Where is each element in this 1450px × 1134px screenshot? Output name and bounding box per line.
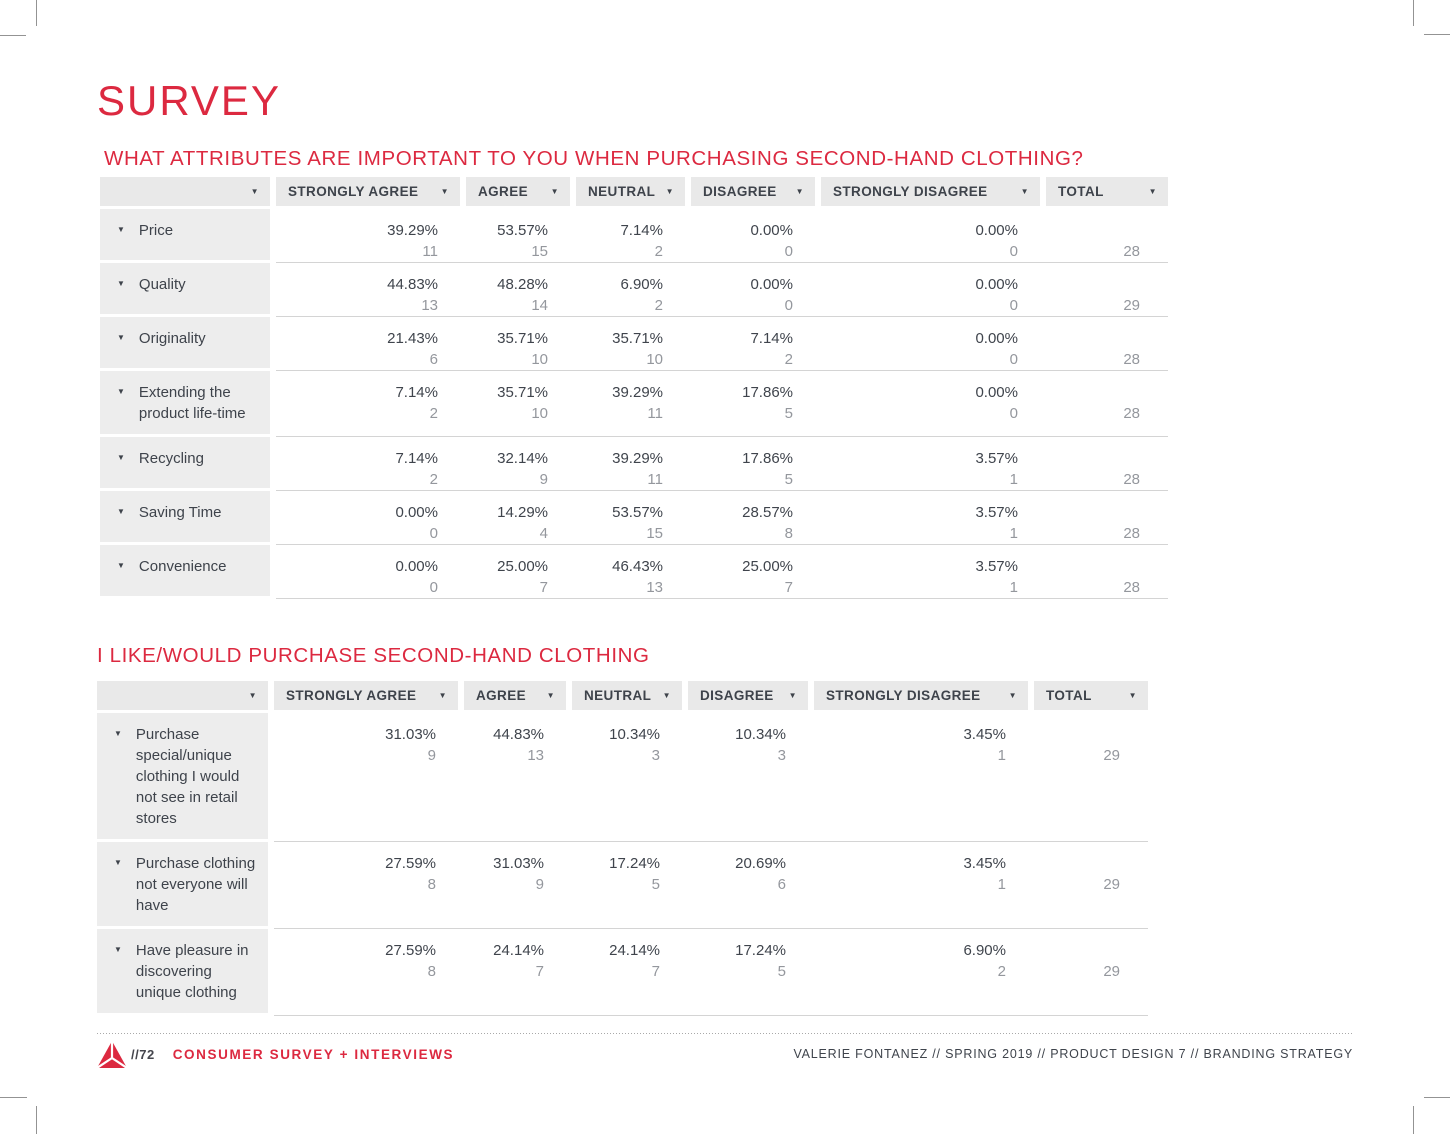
respondent-count: 1 <box>997 876 1006 893</box>
respondent-count: 8 <box>784 525 793 542</box>
answer-cell <box>466 328 570 370</box>
table-row <box>100 263 1168 317</box>
percent-value: 35.71% <box>612 330 663 347</box>
row-label-cell <box>100 545 270 596</box>
respondent-count: 0 <box>1009 297 1018 314</box>
respondent-count: 1 <box>1009 525 1018 542</box>
row-dropdown-arrow-icon[interactable]: ▼ <box>117 279 125 288</box>
question-heading-attributes: WHAT ATTRIBUTES ARE IMPORTANT TO YOU WHEN PURCHASING SECOND-HAND CLOTHING? <box>104 147 1084 170</box>
respondent-count: 0 <box>429 579 438 596</box>
row-label-cell <box>100 491 270 542</box>
respondent-count: 11 <box>422 243 438 260</box>
column-header-label: STRONGLY DISAGREE <box>833 184 988 199</box>
row-data <box>276 317 1168 371</box>
percent-value: 7.14% <box>620 222 663 239</box>
respondent-count: 3 <box>777 747 786 764</box>
survey-results-table-attributes <box>100 177 1168 599</box>
answer-cell <box>466 382 570 436</box>
respondent-count: 10 <box>646 351 663 368</box>
answer-cell <box>688 724 808 841</box>
respondent-count: 15 <box>531 243 548 260</box>
crop-mark <box>1413 1106 1414 1134</box>
answer-cell <box>572 940 682 1015</box>
answer-cell <box>691 448 815 490</box>
row-dropdown-arrow-icon[interactable]: ▼ <box>117 453 125 462</box>
table-row <box>100 545 1168 599</box>
percent-value: 6.90% <box>620 276 663 293</box>
percent-value: 25.00% <box>742 558 793 575</box>
question-heading-purchase: I LIKE/WOULD PURCHASE SECOND-HAND CLOTHING <box>97 644 650 667</box>
respondent-count: 0 <box>784 297 793 314</box>
answer-cell <box>466 448 570 490</box>
respondent-count: 0 <box>429 525 438 542</box>
percent-value: 44.83% <box>387 276 438 293</box>
column-header-label: DISAGREE <box>700 688 774 703</box>
sort-dropdown-arrow-icon[interactable]: ▼ <box>440 186 449 196</box>
percent-value: 3.45% <box>963 855 1006 872</box>
column-header-label: AGREE <box>478 184 529 199</box>
respondent-count: 2 <box>654 297 663 314</box>
table-body <box>100 209 1168 599</box>
percent-value: 53.57% <box>497 222 548 239</box>
respondent-count: 15 <box>646 525 663 542</box>
answer-cell <box>814 724 1028 841</box>
percent-value: 28.57% <box>742 504 793 521</box>
row-label-cell <box>97 713 268 839</box>
percent-value: 0.00% <box>395 558 438 575</box>
row-label: Extending the product life-time <box>138 384 246 422</box>
percent-value: 39.29% <box>612 384 663 401</box>
percent-value: 48.28% <box>497 276 548 293</box>
sort-dropdown-arrow-icon[interactable]: ▼ <box>1128 690 1137 700</box>
row-label: Purchase special/unique clothing I would not see in retail stores <box>135 726 240 827</box>
crop-mark <box>0 35 26 36</box>
total-cell <box>1046 556 1168 598</box>
respondent-count: 9 <box>539 471 548 488</box>
row-label: Originality <box>138 330 206 347</box>
answer-cell <box>688 853 808 928</box>
answer-cell <box>276 556 460 598</box>
total-cell <box>1046 448 1168 490</box>
answer-cell <box>691 274 815 316</box>
percent-value: 0.00% <box>750 276 793 293</box>
answer-cell <box>576 274 685 316</box>
respondent-count: 8 <box>427 876 436 893</box>
respondent-count: 5 <box>784 471 793 488</box>
total-cell <box>1034 724 1148 841</box>
answer-cell <box>576 502 685 544</box>
respondent-count: 13 <box>646 579 663 596</box>
answer-cell <box>276 328 460 370</box>
respondent-count: 2 <box>997 963 1006 980</box>
survey-results-table-purchase <box>97 681 1148 1016</box>
column-header-neutral[interactable] <box>576 177 685 206</box>
answer-cell <box>576 556 685 598</box>
column-header-neutral[interactable] <box>572 681 682 710</box>
answer-cell <box>814 853 1028 928</box>
percent-value: 20.69% <box>735 855 786 872</box>
sort-dropdown-arrow-icon[interactable]: ▼ <box>250 186 259 196</box>
respondent-count: 14 <box>531 297 548 314</box>
percent-value: 0.00% <box>975 222 1018 239</box>
answer-cell <box>466 274 570 316</box>
percent-value: 24.14% <box>493 942 544 959</box>
percent-value: 0.00% <box>395 504 438 521</box>
total-cell <box>1046 382 1168 436</box>
percent-value: 31.03% <box>493 855 544 872</box>
column-header-total[interactable] <box>1034 681 1148 710</box>
sort-dropdown-arrow-icon[interactable]: ▼ <box>248 690 257 700</box>
respondent-count: 3 <box>651 747 660 764</box>
answer-cell <box>821 556 1040 598</box>
percent-value: 24.14% <box>609 942 660 959</box>
percent-value: 7.14% <box>395 450 438 467</box>
row-data <box>274 842 1148 929</box>
row-data <box>276 437 1168 491</box>
column-header-strongly-disagree[interactable] <box>821 177 1040 206</box>
total-cell <box>1034 853 1148 928</box>
row-label: Price <box>138 222 174 239</box>
row-label: Have pleasure in discovering unique clothing <box>135 942 249 1001</box>
table-row <box>97 842 1148 929</box>
percent-value: 32.14% <box>497 450 548 467</box>
row-data <box>276 545 1168 599</box>
page-title: SURVEY <box>97 77 281 124</box>
answer-cell <box>466 502 570 544</box>
percent-value: 27.59% <box>385 855 436 872</box>
respondent-count: 1 <box>1009 471 1018 488</box>
respondent-count: 10 <box>531 405 548 422</box>
total-cell <box>1046 502 1168 544</box>
footer-left <box>97 1041 454 1068</box>
crop-mark <box>1413 0 1414 26</box>
answer-cell <box>821 274 1040 316</box>
percent-value: 27.59% <box>385 942 436 959</box>
respondent-count: 0 <box>1009 243 1018 260</box>
respondent-count: 13 <box>527 747 544 764</box>
respondent-count: 5 <box>651 876 660 893</box>
total-cell <box>1046 328 1168 370</box>
total-value: 28 <box>1123 471 1140 488</box>
percent-value: 6.90% <box>963 942 1006 959</box>
footer-divider <box>97 1033 1353 1035</box>
row-label-cell <box>97 929 268 1013</box>
row-data <box>276 491 1168 545</box>
total-cell <box>1034 940 1148 1015</box>
respondent-count: 6 <box>777 876 786 893</box>
answer-cell <box>572 724 682 841</box>
percent-value: 3.57% <box>975 558 1018 575</box>
column-header-agree[interactable] <box>464 681 566 710</box>
percent-value: 35.71% <box>497 384 548 401</box>
table-row <box>100 371 1168 437</box>
row-dropdown-arrow-icon[interactable]: ▼ <box>114 945 122 954</box>
page-number: //72 <box>131 1046 155 1062</box>
row-dropdown-arrow-icon[interactable]: ▼ <box>117 561 125 570</box>
column-header-label: STRONGLY DISAGREE <box>826 688 981 703</box>
row-label-cell <box>100 437 270 488</box>
respondent-count: 0 <box>1009 405 1018 422</box>
column-header-strongly-agree[interactable] <box>274 681 458 710</box>
percent-value: 21.43% <box>387 330 438 347</box>
percent-value: 17.24% <box>735 942 786 959</box>
answer-cell <box>814 940 1028 1015</box>
answer-cell <box>691 556 815 598</box>
column-header-rows[interactable] <box>100 177 270 206</box>
row-data <box>276 371 1168 437</box>
column-header-disagree[interactable] <box>688 681 808 710</box>
table-row <box>100 209 1168 263</box>
answer-cell <box>576 382 685 436</box>
answer-cell <box>466 220 570 262</box>
percent-value: 0.00% <box>975 330 1018 347</box>
percent-value: 25.00% <box>497 558 548 575</box>
percent-value: 17.86% <box>742 450 793 467</box>
answer-cell <box>464 940 566 1015</box>
total-value: 29 <box>1103 963 1120 980</box>
row-dropdown-arrow-icon[interactable]: ▼ <box>117 507 125 516</box>
answer-cell <box>576 448 685 490</box>
column-header-label: DISAGREE <box>703 184 777 199</box>
sort-dropdown-arrow-icon[interactable]: ▼ <box>550 186 559 196</box>
percent-value: 10.34% <box>735 726 786 743</box>
answer-cell <box>691 220 815 262</box>
table-row <box>100 437 1168 491</box>
answer-cell <box>464 853 566 928</box>
answer-cell <box>274 940 458 1015</box>
row-label-cell <box>100 371 270 434</box>
answer-cell <box>572 853 682 928</box>
answer-cell <box>276 220 460 262</box>
respondent-count: 4 <box>539 525 548 542</box>
row-label: Saving Time <box>138 504 222 521</box>
column-header-total[interactable] <box>1046 177 1168 206</box>
percent-value: 3.45% <box>963 726 1006 743</box>
column-header-label: STRONGLY AGREE <box>288 184 419 199</box>
total-value: 29 <box>1103 876 1120 893</box>
respondent-count: 9 <box>535 876 544 893</box>
answer-cell <box>691 328 815 370</box>
answer-cell <box>276 502 460 544</box>
answer-cell <box>688 940 808 1015</box>
column-header-label: NEUTRAL <box>588 184 656 199</box>
row-label: Recycling <box>138 450 204 467</box>
column-header-disagree[interactable] <box>691 177 815 206</box>
triangle-logo-icon <box>97 1041 127 1068</box>
row-label: Purchase clothing not everyone will have <box>135 855 256 914</box>
respondent-count: 2 <box>784 351 793 368</box>
percent-value: 0.00% <box>975 276 1018 293</box>
column-header-label: TOTAL <box>1058 184 1104 199</box>
respondent-count: 5 <box>777 963 786 980</box>
row-label-cell <box>97 842 268 926</box>
answer-cell <box>276 448 460 490</box>
sort-dropdown-arrow-icon[interactable]: ▼ <box>1020 186 1029 196</box>
respondent-count: 10 <box>531 351 548 368</box>
total-cell <box>1046 220 1168 262</box>
respondent-count: 1 <box>997 747 1006 764</box>
percent-value: 53.57% <box>612 504 663 521</box>
percent-value: 46.43% <box>612 558 663 575</box>
total-value: 28 <box>1123 525 1140 542</box>
answer-cell <box>576 220 685 262</box>
total-value: 29 <box>1123 297 1140 314</box>
respondent-count: 6 <box>429 351 438 368</box>
footer-credit: VALERIE FONTANEZ // SPRING 2019 // PRODUCT DESIGN 7 // BRANDING STRATEGY <box>793 1047 1353 1061</box>
respondent-count: 0 <box>784 243 793 260</box>
table-header-row <box>97 681 1148 710</box>
footer <box>97 1038 1353 1070</box>
column-header-agree[interactable] <box>466 177 570 206</box>
respondent-count: 11 <box>647 405 663 422</box>
table-row <box>97 929 1148 1016</box>
total-value: 28 <box>1123 579 1140 596</box>
answer-cell <box>276 274 460 316</box>
answer-cell <box>821 448 1040 490</box>
sort-dropdown-arrow-icon[interactable]: ▼ <box>1008 690 1017 700</box>
answer-cell <box>274 853 458 928</box>
sort-dropdown-arrow-icon[interactable]: ▼ <box>438 690 447 700</box>
answer-cell <box>821 502 1040 544</box>
row-label-cell <box>100 317 270 368</box>
sort-dropdown-arrow-icon[interactable]: ▼ <box>546 690 555 700</box>
answer-cell <box>821 328 1040 370</box>
respondent-count: 2 <box>429 471 438 488</box>
percent-value: 31.03% <box>385 726 436 743</box>
percent-value: 7.14% <box>395 384 438 401</box>
total-value: 28 <box>1123 405 1140 422</box>
column-header-strongly-agree[interactable] <box>276 177 460 206</box>
row-data <box>274 929 1148 1016</box>
row-label: Quality <box>138 276 186 293</box>
column-header-label: AGREE <box>476 688 527 703</box>
crop-mark <box>36 0 37 26</box>
answer-cell <box>691 382 815 436</box>
crop-mark <box>1424 34 1450 35</box>
table-row <box>100 317 1168 371</box>
percent-value: 39.29% <box>387 222 438 239</box>
crop-mark <box>36 1106 37 1134</box>
respondent-count: 1 <box>1009 579 1018 596</box>
answer-cell <box>464 724 566 841</box>
row-dropdown-arrow-icon[interactable]: ▼ <box>117 387 125 396</box>
answer-cell <box>821 220 1040 262</box>
crop-mark <box>0 1097 27 1098</box>
answer-cell <box>276 382 460 436</box>
respondent-count: 7 <box>651 963 660 980</box>
row-label-cell <box>100 209 270 260</box>
total-cell <box>1046 274 1168 316</box>
column-header-label: STRONGLY AGREE <box>286 688 417 703</box>
column-header-rows[interactable] <box>97 681 268 710</box>
row-dropdown-arrow-icon[interactable]: ▼ <box>117 333 125 342</box>
column-header-strongly-disagree[interactable] <box>814 681 1028 710</box>
row-data <box>276 263 1168 317</box>
answer-cell <box>274 724 458 841</box>
respondent-count: 8 <box>427 963 436 980</box>
percent-value: 17.24% <box>609 855 660 872</box>
table-row <box>97 713 1148 842</box>
column-header-label: NEUTRAL <box>584 688 652 703</box>
row-data <box>274 713 1148 842</box>
answer-cell <box>576 328 685 370</box>
row-label-cell <box>100 263 270 314</box>
respondent-count: 9 <box>427 747 436 764</box>
respondent-count: 7 <box>535 963 544 980</box>
answer-cell <box>691 502 815 544</box>
percent-value: 39.29% <box>612 450 663 467</box>
footer-section-label: CONSUMER SURVEY + INTERVIEWS <box>172 1046 455 1062</box>
percent-value: 0.00% <box>975 384 1018 401</box>
total-value: 29 <box>1103 747 1120 764</box>
percent-value: 10.34% <box>609 726 660 743</box>
percent-value: 44.83% <box>493 726 544 743</box>
respondent-count: 5 <box>784 405 793 422</box>
sort-dropdown-arrow-icon[interactable]: ▼ <box>795 186 804 196</box>
table-header-row <box>100 177 1168 206</box>
crop-mark <box>1424 1097 1450 1098</box>
percent-value: 0.00% <box>750 222 793 239</box>
row-data <box>276 209 1168 263</box>
respondent-count: 2 <box>654 243 663 260</box>
sort-dropdown-arrow-icon[interactable]: ▼ <box>788 690 797 700</box>
row-dropdown-arrow-icon[interactable]: ▼ <box>114 729 122 738</box>
answer-cell <box>466 556 570 598</box>
percent-value: 3.57% <box>975 504 1018 521</box>
row-dropdown-arrow-icon[interactable]: ▼ <box>117 225 125 234</box>
total-value: 28 <box>1123 351 1140 368</box>
respondent-count: 7 <box>784 579 793 596</box>
percent-value: 3.57% <box>975 450 1018 467</box>
respondent-count: 2 <box>429 405 438 422</box>
table-body <box>97 713 1148 1016</box>
respondent-count: 11 <box>647 471 663 488</box>
percent-value: 17.86% <box>742 384 793 401</box>
column-header-label: TOTAL <box>1046 688 1092 703</box>
total-value: 28 <box>1123 243 1140 260</box>
respondent-count: 7 <box>539 579 548 596</box>
percent-value: 35.71% <box>497 330 548 347</box>
sort-dropdown-arrow-icon[interactable]: ▼ <box>1148 186 1157 196</box>
sort-dropdown-arrow-icon[interactable]: ▼ <box>665 186 674 196</box>
percent-value: 14.29% <box>497 504 548 521</box>
answer-cell <box>821 382 1040 436</box>
respondent-count: 13 <box>421 297 438 314</box>
row-label: Convenience <box>138 558 227 575</box>
percent-value: 7.14% <box>750 330 793 347</box>
respondent-count: 0 <box>1009 351 1018 368</box>
sort-dropdown-arrow-icon[interactable]: ▼ <box>662 690 671 700</box>
row-dropdown-arrow-icon[interactable]: ▼ <box>114 858 122 867</box>
table-row <box>100 491 1168 545</box>
